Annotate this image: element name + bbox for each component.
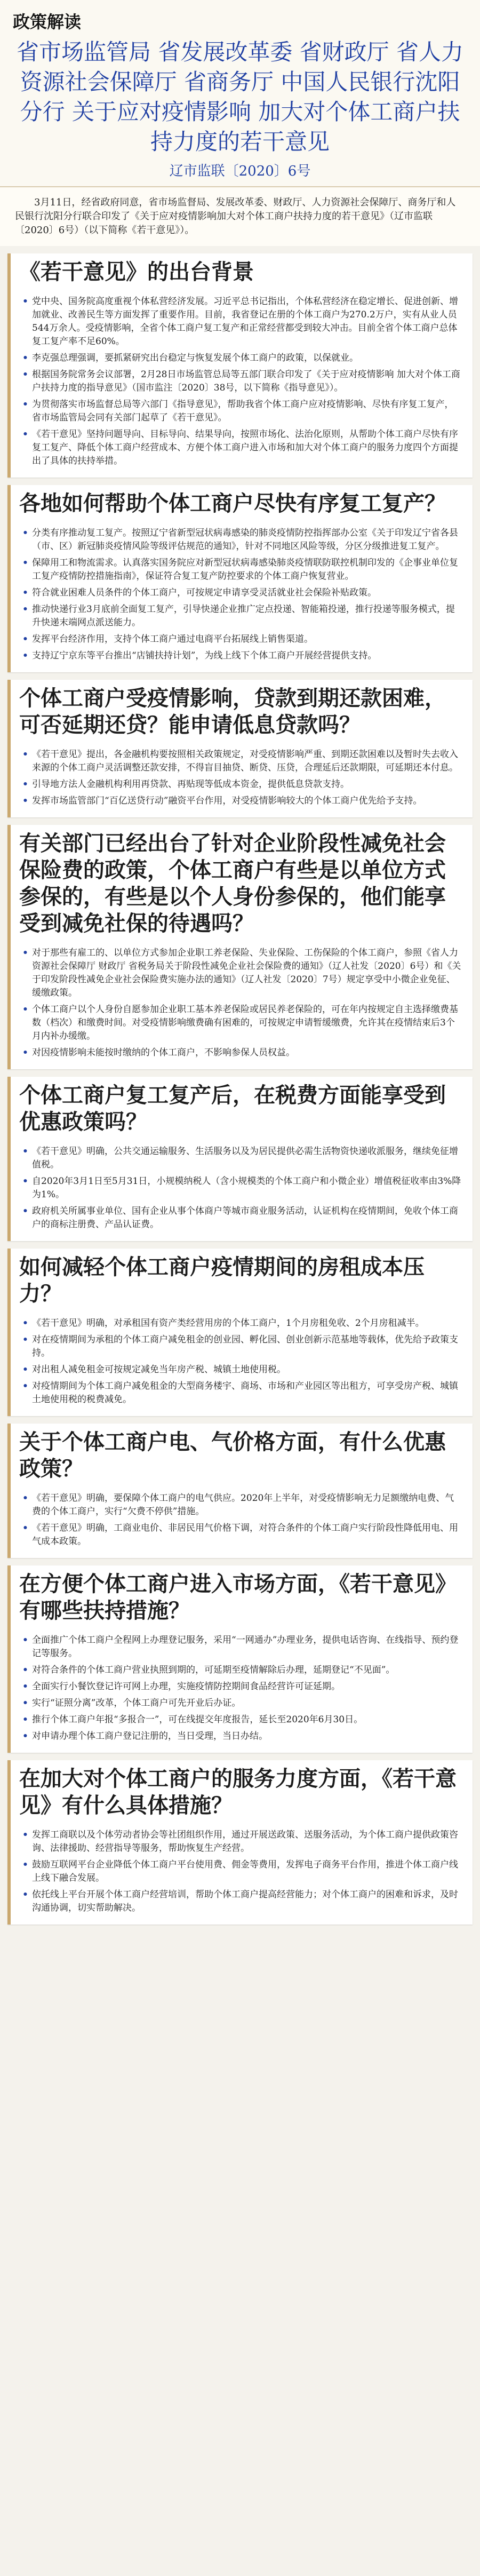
list-item: • 自2020年3月1日至5月31日，小规模纳税人（含小规模类的个体工商户和小微企业）增值税征收率由3%降为1%。	[22, 1175, 462, 1202]
section-body	[11, 1140, 473, 1241]
list-item: • 为贯彻落实市场监督总局等六部门《指导意见》，帮助我省个体工商户应对疫情影响、尽快有序复工复产，省市场监管局会同有关部门起草了《若干意见》。	[22, 398, 462, 425]
section-list	[22, 1317, 462, 1406]
list-item: • 《若干意见》坚持问题导向、目标导向、结果导向，按照市场化、法治化原则，从帮助个体工商户尽快有序复工复产、降低个体工商户经营成本、方便个体工商户进入市场和加大对个体工商户的服务力度四个方面提出了具体的扶持举措。	[22, 428, 462, 468]
list-item: • 推行个体工商户年报“多报合一”，可在线提交年度报告，延长至2020年6月30日。	[22, 1713, 462, 1727]
section-list	[22, 527, 462, 663]
intro-text: 3月11日，经省政府同意，省市场监督局、发展改革委、财政厅、人力资源社会保障厅、商务厅和人民银行沈阳分行联合印发了《关于应对疫情影响加大对个体工商户扶持力度的若干意见》（辽市监联〔2020〕6号）（以下简称《若干意见》）。	[15, 197, 456, 236]
section-list	[22, 748, 462, 808]
section-list	[22, 947, 462, 1060]
list-item: • 分类有序推动复工复产。按照辽宁省新型冠状病毒感染的肺炎疫情防控指挥部办公室《关于印发辽宁省各县（市、区）新冠肺炎疫情风险等级评估规范的通知》，针对不同地区风险等级，分区分级推进复工复产。	[22, 527, 462, 553]
qa-sections	[0, 253, 480, 1925]
list-item: • 对申请办理个体工商户登记注册的，当日受理，当日办结。	[22, 1730, 462, 1743]
list-item: • 《若干意见》提出，各金融机构要按照相关政策规定，对受疫情影响严重、到期还款困难以及暂时失去收入来源的个体工商户灵活调整还款安排，不得盲目抽贷、断贷、压贷，合理延后还款期限，可延期还本付息。	[22, 748, 462, 775]
list-item: • 全面推广个体工商户全程网上办理登记服务，采用“一网通办”办理业务，提供电话咨询、在线指导、预约登记等服务。	[22, 1634, 462, 1660]
qa-section	[7, 1760, 473, 1925]
list-item: • 《若干意见》明确，公共交通运输服务、生活服务以及为居民提供必需生活物资快递收派服务，继续免征增值税。	[22, 1145, 462, 1172]
section-body	[11, 743, 473, 817]
section-list	[22, 1145, 462, 1231]
list-item: • 个体工商户以个人身份自愿参加企业职工基本养老保险或居民养老保险的，可在年内按规定自主选择缴费基数（档次）和缴费时间。对受疫情影响缴费确有困难的，可按规定申请暂缓缴费，允许其在疫情结束后3个月内补办缓缴。	[22, 1003, 462, 1043]
list-item: • 全面实行小餐饮登记许可网上办理，实施疫情防控期间食品经营许可证延期。	[22, 1680, 462, 1694]
section-title: 在加大对个体工商户的服务力度方面，《若干意见》有什么具体措施？	[19, 1766, 457, 1818]
section-title: 关于个体工商户电、气价格方面，有什么优惠政策？	[19, 1429, 446, 1481]
section-list	[22, 1634, 462, 1743]
article-header	[0, 0, 480, 187]
qa-section	[7, 825, 473, 1069]
section-body	[11, 1823, 473, 1925]
intro	[0, 187, 480, 246]
section-body	[11, 290, 473, 478]
list-item: • 根据国务院常务会议部署，2月28日市场监管总局等五部门联合印发了《关于应对疫情影响 加大对个体工商户扶持力度的指导意见》（国市监注〔2020〕38号，以下简称《指导意见》）。	[22, 368, 462, 395]
list-item: • 保障用工和物流需求。认真落实国务院应对新型冠状病毒感染肺炎疫情联防联控机制印发的《企事业单位复工复产疫情防控措施指南》，保证符合复工复产防控要求的个体工商户恢复营业。	[22, 556, 462, 583]
list-item: • 对因疫情影响未能按时缴纳的个体工商户，不影响参保人员权益。	[22, 1046, 462, 1060]
list-item: • 《若干意见》明确，对承租国有资产类经营用房的个体工商户，1个月房租免收、2个月房租减半。	[22, 1317, 462, 1330]
list-item: • 依托线上平台开展个体工商户经营培训，帮助个体工商户提高经营能力；对个体工商户的困难和诉求，及时沟通协调，切实帮助解决。	[22, 1888, 462, 1915]
section-title: 如何减轻个体工商户疫情期间的房租成本压力？	[19, 1254, 425, 1306]
page-title: 省市场监管局 省发展改革委 省财政厅 省人力资源社会保障厅 省商务厅 中国人民银行沈阳分行 关于应对疫情影响 加大对个体工商户扶持力度的若干意见	[16, 39, 464, 155]
list-item: • 实行“证照分离”改革，个体工商户可先开业后办证。	[22, 1697, 462, 1710]
section-title: 在方便个体工商户进入市场方面，《若干意见》有哪些扶持措施？	[19, 1571, 457, 1623]
section-body	[11, 1628, 473, 1753]
section-body	[11, 1486, 473, 1558]
section-tag: 政策解读	[13, 12, 82, 32]
qa-section	[7, 1077, 473, 1241]
list-item: • 发挥工商联以及个体劳动者协会等社团组织作用，通过开展送政策、送服务活动，为个体工商户提供政策咨询、法律援助、经营指导等服务，帮助恢复生产经营。	[22, 1828, 462, 1855]
section-list	[22, 295, 462, 468]
list-item: • 支持辽宁京东等平台推出“店铺扶持计划”，为线上线下个体工商户开展经营提供支持。	[22, 649, 462, 663]
list-item: • 对出租人减免租金可按规定减免当年房产税、城镇土地使用税。	[22, 1363, 462, 1377]
list-item: • 对符合条件的个体工商户营业执照到期的，可延期至疫情解除后办理，延期登记“不见面”。	[22, 1664, 462, 1677]
list-item: • 对于那些有雇工的、以单位方式参加企业职工养老保险、失业保险、工伤保险的个体工商户，参照《省人力资源社会保障厅 财政厅 省税务局关于阶段性减免企业社会保险费的通知》（辽人社发〔2020〕6号）和《关于印发阶段性减免企业社会保险费实施办法的通知》（辽人社发〔2020〕7号）规定享受中小微企业免征、缓缴政策。	[22, 947, 462, 1000]
list-item: • 党中央、国务院高度重视个体私营经济发展。习近平总书记指出，个体私营经济在稳定增长、促进创新、增加就业、改善民生等方面发挥了重要作用。目前，我省登记在册的个体工商户为270.2万户，实有从业人员544万余人。受疫情影响，全省个体工商户复工复产和正常经营都受到较大冲击。目前全省个体工商户总体复工复产率不足60%。	[22, 295, 462, 348]
section-list	[22, 1828, 462, 1915]
section-title: 各地如何帮助个体工商户尽快有序复工复产？	[19, 491, 446, 516]
qa-section	[7, 253, 473, 478]
qa-section	[7, 485, 473, 672]
list-item: • 引导地方法人金融机构利用再贷款、再贴现等低成本资金，提供低息贷款支持。	[22, 778, 462, 791]
list-item: • 鼓励互联网平台企业降低个体工商户平台使用费、佣金等费用，发挥电子商务平台作用，推进个体工商户线上线下融合发展。	[22, 1858, 462, 1885]
section-title: 有关部门已经出台了针对企业阶段性减免社会保险费的政策，个体工商户有些是以单位方式参保的，有些是以个人身份参保的，他们能享受到减免社保的待遇吗？	[19, 831, 446, 936]
section-list	[22, 1492, 462, 1548]
qa-section	[7, 680, 473, 817]
section-body	[11, 521, 473, 672]
section-body	[11, 1311, 473, 1416]
list-item: • 政府机关所属事业单位、国有企业从事个体商户等城市商业服务活动，认证机构在疫情期间，免收个体工商户的商标注册费、产品认证费。	[22, 1205, 462, 1231]
list-item: • 对在疫情期间为承租的个体工商户减免租金的创业园、孵化园、创业创新示范基地等载体，优先给予政策支持。	[22, 1333, 462, 1360]
section-title: 个体工商户受疫情影响，贷款到期还款困难，可否延期还贷？能申请低息贷款吗？	[19, 686, 446, 737]
list-item: • 符合就业困难人员条件的个体工商户，可按规定申请享受灵活就业社会保险补贴政策。	[22, 586, 462, 600]
list-item: • 推动快递行业3月底前全面复工复产，引导快递企业推广定点投递、智能箱投递，推行投递等服务模式，提升快递末端网点派送能力。	[22, 603, 462, 630]
list-item: • 李克强总理强调，要抓紧研究出台稳定与恢复发展个体工商户的政策，以保就业。	[22, 352, 462, 365]
list-item: • 《若干意见》明确，要保障个体工商户的电气供应。2020年上半年，对受疫情影响无力足额缴纳电费、气费的个体工商户，实行“欠费不停供”措施。	[22, 1492, 462, 1518]
qa-section	[7, 1565, 473, 1753]
list-item: • 发挥市场监管部门“百亿送贷行动”融资平台作用，对受疫情影响较大的个体工商户优先给予支持。	[22, 794, 462, 808]
section-title: 个体工商户复工复产后，在税费方面能享受到优惠政策吗？	[19, 1083, 446, 1134]
qa-section	[7, 1249, 473, 1416]
section-body	[11, 941, 473, 1069]
list-item: • 对疫情期间为个体工商户减免租金的大型商务楼宇、商场、市场和产业园区等出租方，可享受房产税、城镇土地使用税的税费减免。	[22, 1380, 462, 1406]
section-title: 《若干意见》的出台背景	[19, 259, 254, 284]
qa-section	[7, 1424, 473, 1558]
list-item: • 《若干意见》明确，工商业电价、非居民用气价格下调，对符合条件的个体工商户实行阶段性降低用电、用气成本政策。	[22, 1522, 462, 1548]
list-item: • 发挥平台经济作用，支持个体工商户通过电商平台拓展线上销售渠道。	[22, 633, 462, 646]
document-number: 辽市监联〔2020〕6号	[169, 163, 311, 179]
